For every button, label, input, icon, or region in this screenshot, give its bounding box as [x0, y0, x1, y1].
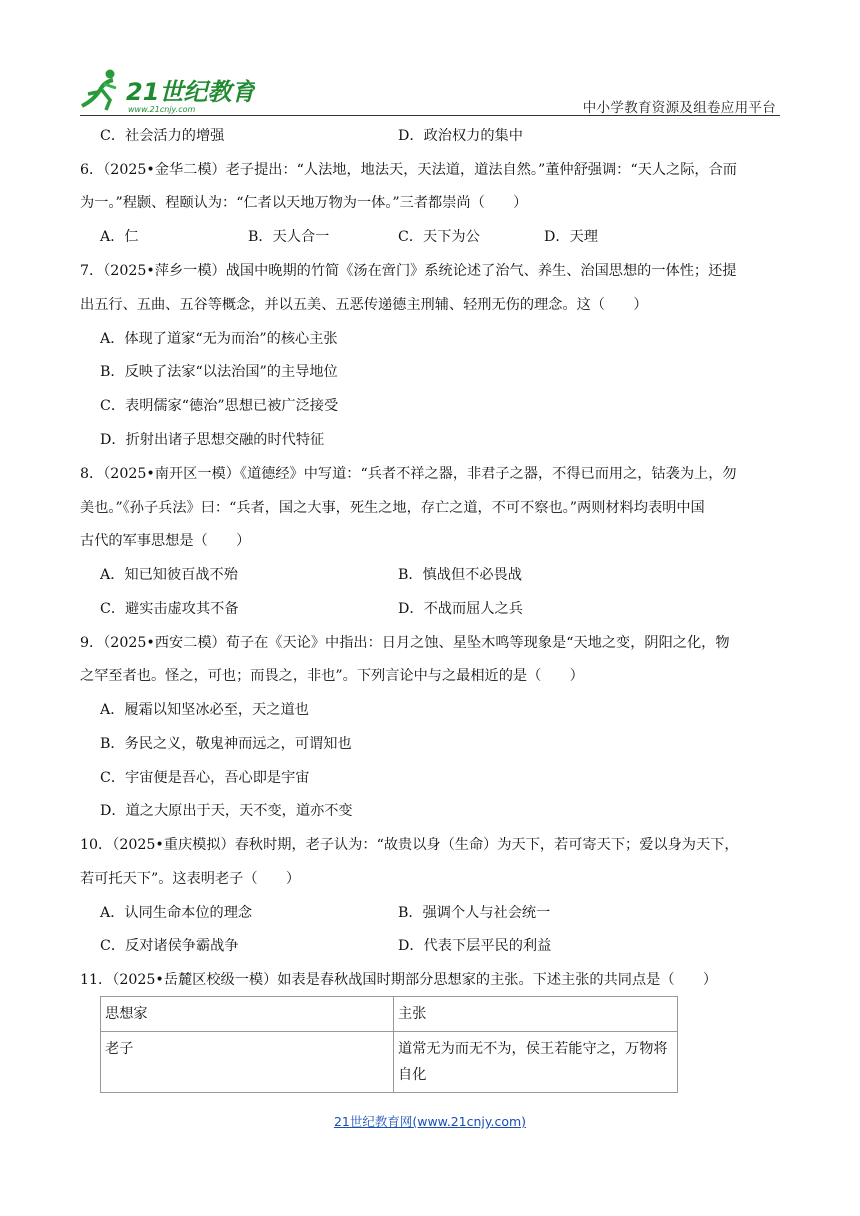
- table-header-row: [101, 997, 678, 1032]
- q10-option-b: B．强调个人与社会统一: [398, 905, 551, 921]
- q7-stem-line2: 出五行、五曲、五谷等概念，并以五美、五恶传递德主刑辅、轻刑无伤的理念。这（ ）: [80, 297, 648, 313]
- q10-option-d: D．代表下层平民的利益: [398, 938, 552, 954]
- q8-stem-line3: 古代的军事思想是（ ）: [80, 533, 251, 549]
- header-divider: [80, 115, 780, 116]
- q5-option-d: D．政治权力的集中: [398, 128, 523, 144]
- table-row: [101, 1032, 678, 1093]
- q8-stem-line2: 美也。”《孙子兵法》曰：“兵者，国之大事，死生之地，存亡之道，不可不察也。”两则材料均表明中国: [80, 500, 705, 516]
- thinkers-table: [100, 996, 678, 1093]
- table-cell-thinker: 老子: [101, 1032, 394, 1093]
- footer-link[interactable]: 21世纪教育网(www.21cnjy.com): [333, 1114, 527, 1129]
- q9-option-d: D．道之大原出于天，天不变，道亦不变: [100, 803, 353, 819]
- q6-option-d: D．天理: [544, 229, 598, 245]
- table-cell-claim: [394, 1032, 678, 1093]
- q6-stem-line1: 6．（2025•金华二模）老子提出：“人法地，地法天，天法道，道法自然。”董仲舒强调：“天人之际，合而: [80, 162, 737, 178]
- q8-option-d: D．不战而屈人之兵: [398, 601, 523, 617]
- table-header-thinker: 思想家: [101, 997, 394, 1032]
- q8-option-b: B．慎战但不必畏战: [398, 567, 522, 583]
- q8-option-c: C．避实击虚攻其不备: [100, 601, 239, 617]
- q9-option-a: A．履霜以知坚冰必至，天之道也: [100, 702, 309, 718]
- q6-stem-line2: 为一。”程颢、程颐认为：“仁者以天地万物为一体。”三者都崇尚（ ）: [80, 195, 528, 211]
- q7-option-a: A．体现了道家“无为而治”的核心主张: [100, 331, 338, 347]
- q10-option-a: A．认同生命本位的理念: [100, 905, 253, 921]
- q7-option-d: D．折射出诸子思想交融的时代特征: [100, 432, 325, 448]
- table-header-claim: 主张: [394, 997, 678, 1032]
- q9-option-c: C．宇宙便是吾心，吾心即是宇宙: [100, 770, 310, 786]
- q6-option-c: C．天下为公: [398, 229, 480, 245]
- q7-option-b: B．反映了法家“以法治国”的主导地位: [100, 364, 338, 380]
- q10-stem-line2: 若可托天下”。这表明老子（ ）: [80, 871, 301, 887]
- logo-text: 21世纪教育: [126, 78, 255, 106]
- runner-icon: [82, 70, 116, 111]
- q9-option-b: B．务民之义，敬鬼神而远之，可谓知也: [100, 736, 352, 752]
- q8-option-a: A．知已知彼百战不殆: [100, 567, 238, 583]
- q6-option-b: B．天人合一: [248, 229, 330, 245]
- q10-stem-line1: 10．（2025•重庆模拟）春秋时期，老子认为：“故贵以身（生命）为天下，若可寄天下；爱以身为天下，: [80, 837, 739, 853]
- platform-name: 中小学教育资源及组卷应用平台: [582, 100, 776, 116]
- q11-stem-line1: 11．（2025•岳麓区校级一模）如表是春秋战国时期部分思想家的主张。下述主张的共同点是（ ）: [80, 972, 718, 988]
- claim-line2: 自化: [398, 1067, 427, 1083]
- q7-option-c: C．表明儒家“德治”思想已被广泛接受: [100, 398, 339, 414]
- claim-line1: 道常无为而无不为，侯王若能守之，万物将: [398, 1041, 668, 1057]
- logo-url: www.21cnjy.com: [128, 105, 196, 114]
- q7-stem-line1: 7．（2025•萍乡一模）战国中晚期的竹简《汤在啻门》系统论述了治气、养生、治国思想的一体性；还提: [80, 263, 737, 279]
- q5-option-c: C．社会活力的增强: [100, 128, 225, 144]
- site-logo: [80, 66, 255, 116]
- q8-stem-line1: 8．（2025•南开区一模）《道德经》中写道：“兵者不祥之器，非君子之器，不得已而用之，钴袭为上，勿: [80, 466, 737, 482]
- q9-stem-line1: 9．（2025•西安二模）荀子在《天论》中指出：日月之蚀、星坠木鸣等现象是“天地之变，阴阳之化，物: [80, 635, 730, 651]
- q6-option-a: A．仁: [100, 229, 139, 245]
- q10-option-c: C．反对诸侯争霸战争: [100, 938, 239, 954]
- q9-stem-line2: 之罕至者也。怪之，可也；而畏之，非也”。下列言论中与之最相近的是（ ）: [80, 668, 584, 684]
